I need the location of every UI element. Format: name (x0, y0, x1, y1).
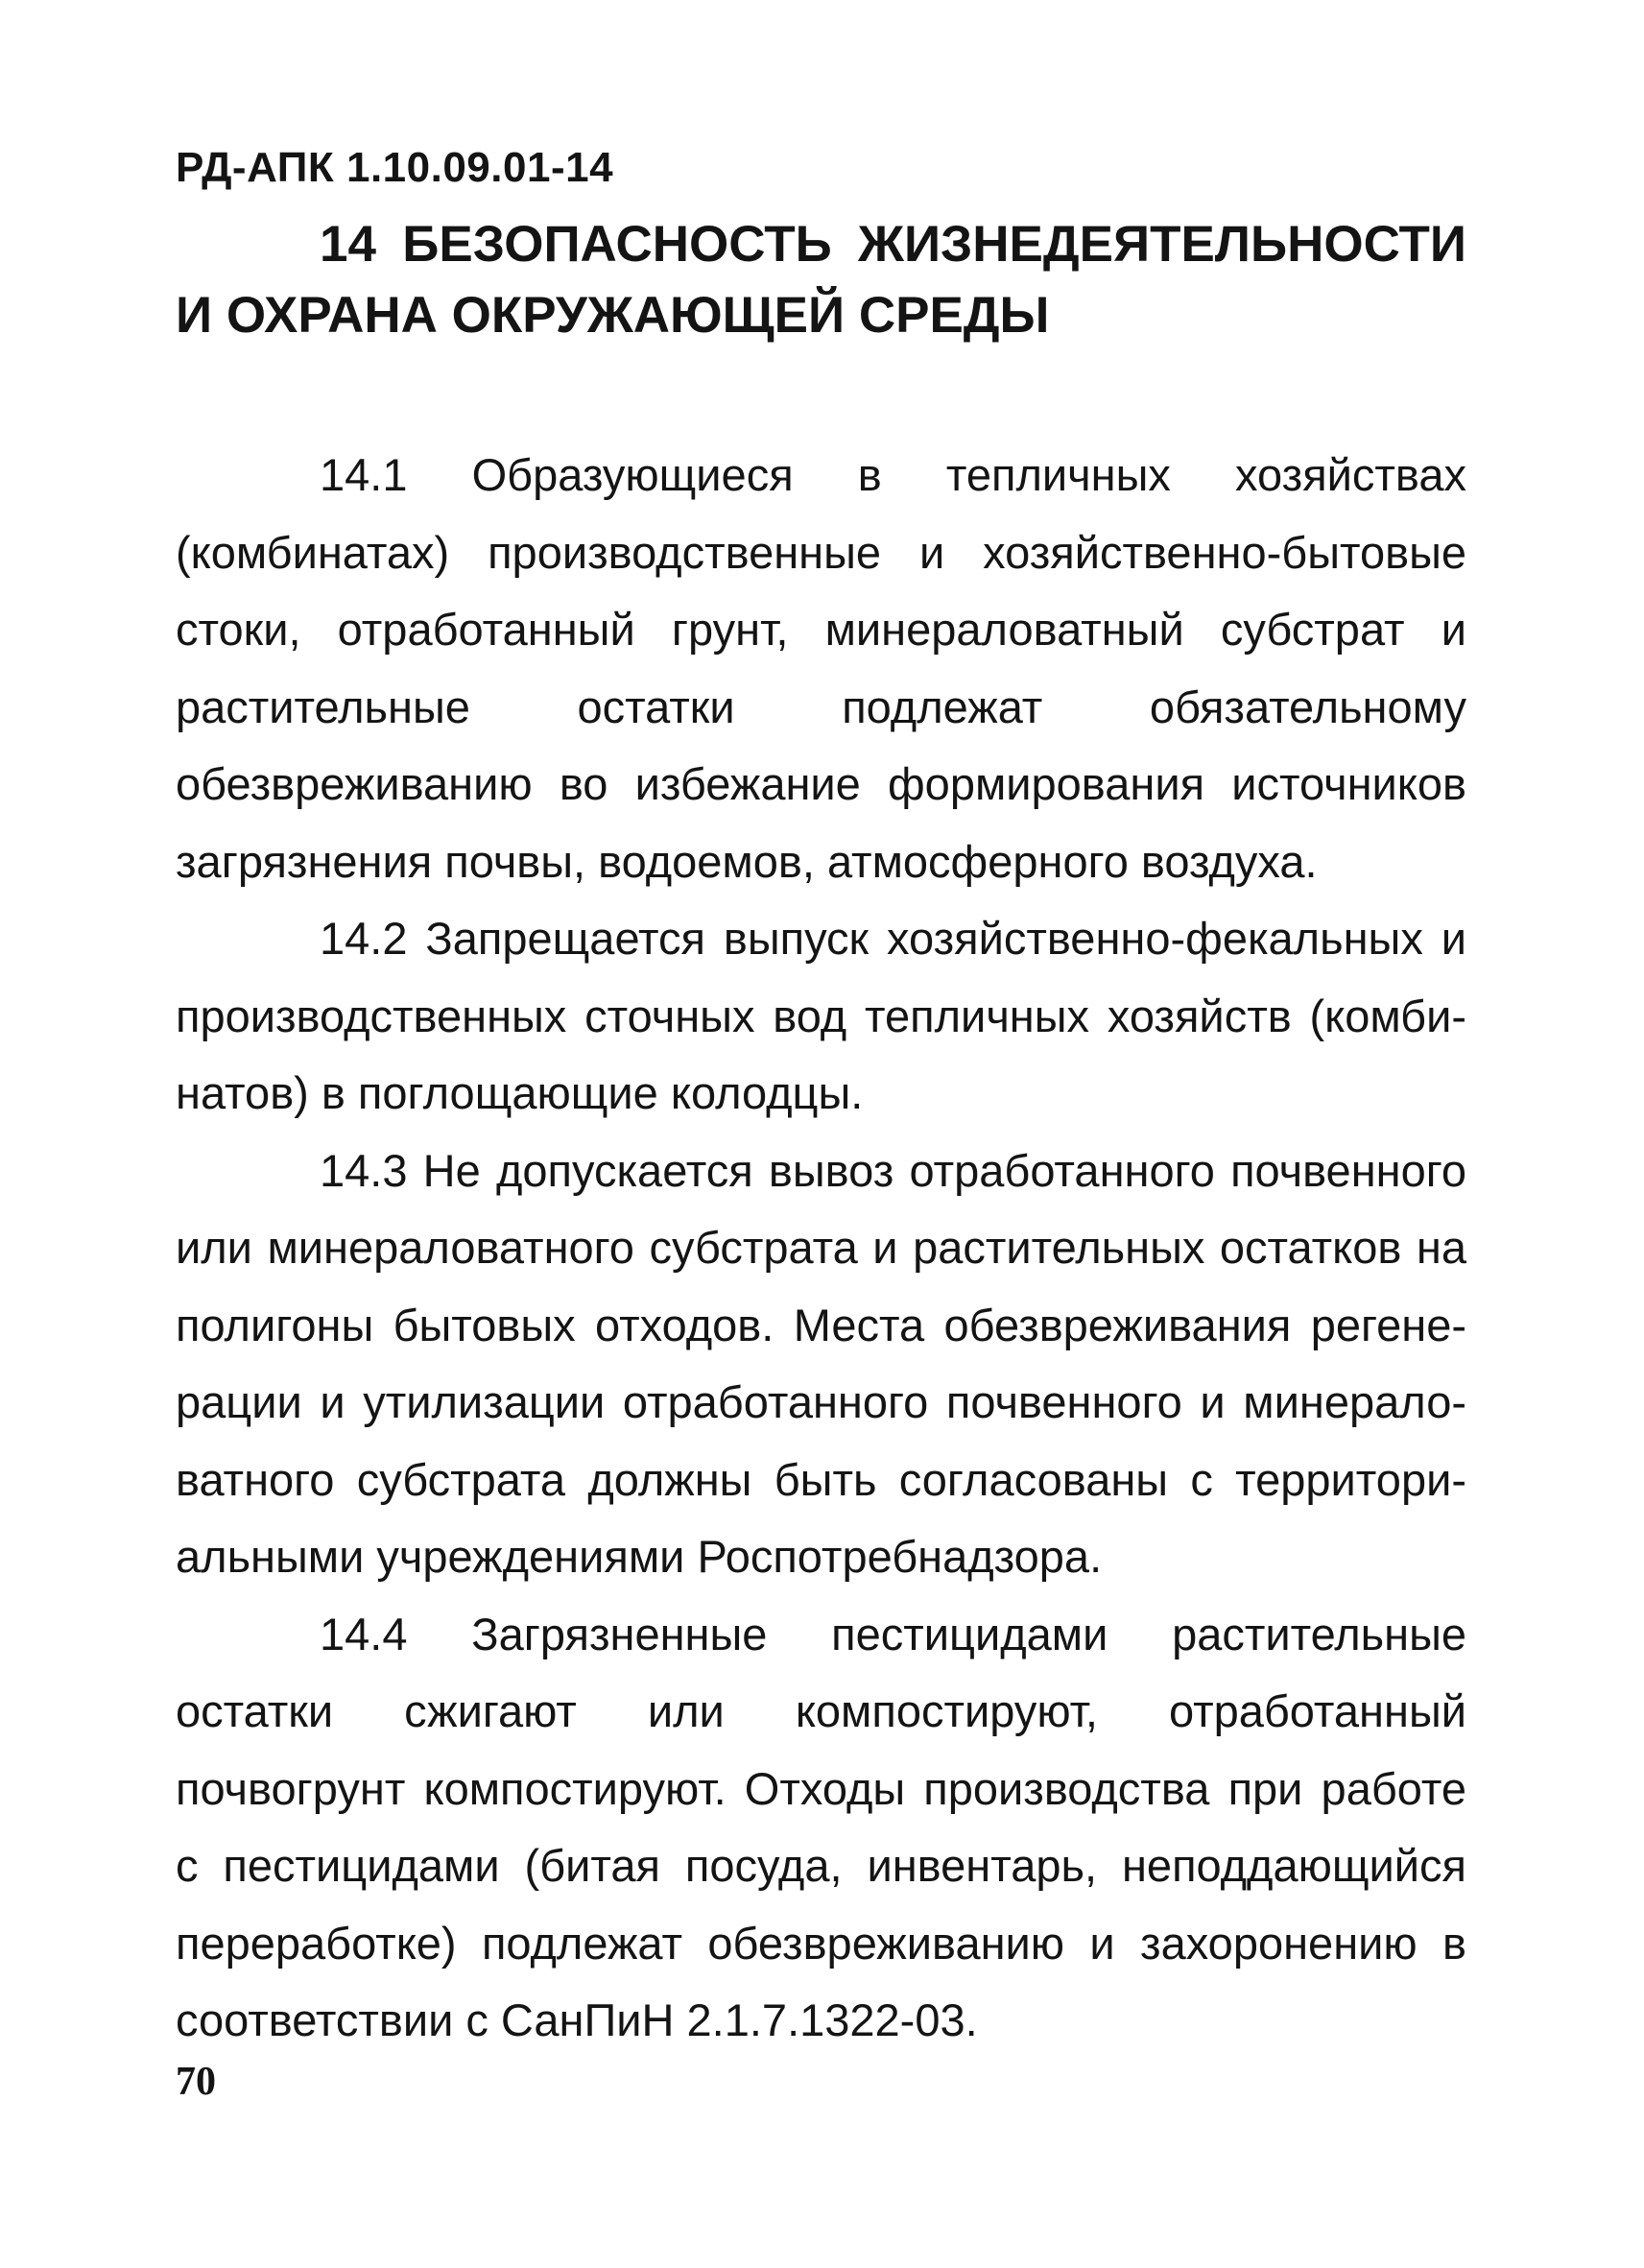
paragraph-14-3: 14.3 Не допускается вывоз отработанного почвенного или минераловатного субстрата и растительных остатков на полигоны бытовых отходов. Места обезвреживания регенерации и утилизации отработанного почвенного и минераловатного субстрата должны быть согласованы с территориальными учреждениями Роспотребнадзора. (176, 1144, 1466, 1582)
document-code-header: РД-АПК 1.10.09.01-14 (176, 144, 614, 191)
paragraph-14-4: 14.4 Загрязненные пестицидами растительные остатки сжигают или компостируют, отработанный почвогрунт компостируют. Отходы производства при работе с пестицидами (битая посуда, инвентарь, неподдающийся переработке) подлежат обезвреживанию и захоронению в соответствии с СанПиН 2.1.7.1322-03. (176, 1608, 1466, 2045)
section-title-line-1: 14 БЕЗОПАСНОСТЬ ЖИЗНЕДЕЯТЕЛЬНОСТИ (320, 216, 1466, 273)
section-title-line-2: И ОХРАНА ОКРУЖАЮЩЕЙ СРЕДЫ (176, 287, 1050, 344)
paragraph-14-1: 14.1 Образующиеся в тепличных хозяйствах (комбинатах) производственные и хозяйственно-бытовые стоки, отработанный грунт, минераловатный субстрат и растительные остатки подлежат обязательному обезвреживанию во избежание формирования источников загрязнения почвы, водоемов, атмосферного воздуха. (176, 449, 1466, 887)
section-body (176, 437, 1466, 2060)
section-title (176, 209, 1466, 351)
paragraph-14-2: 14.2 Запрещается выпуск хозяйственно-фекальных и производственных сточных вод тепличных хозяйств (комбинатов) в поглощающие колодцы. (176, 913, 1466, 1118)
page-number: 70 (176, 2060, 216, 2104)
